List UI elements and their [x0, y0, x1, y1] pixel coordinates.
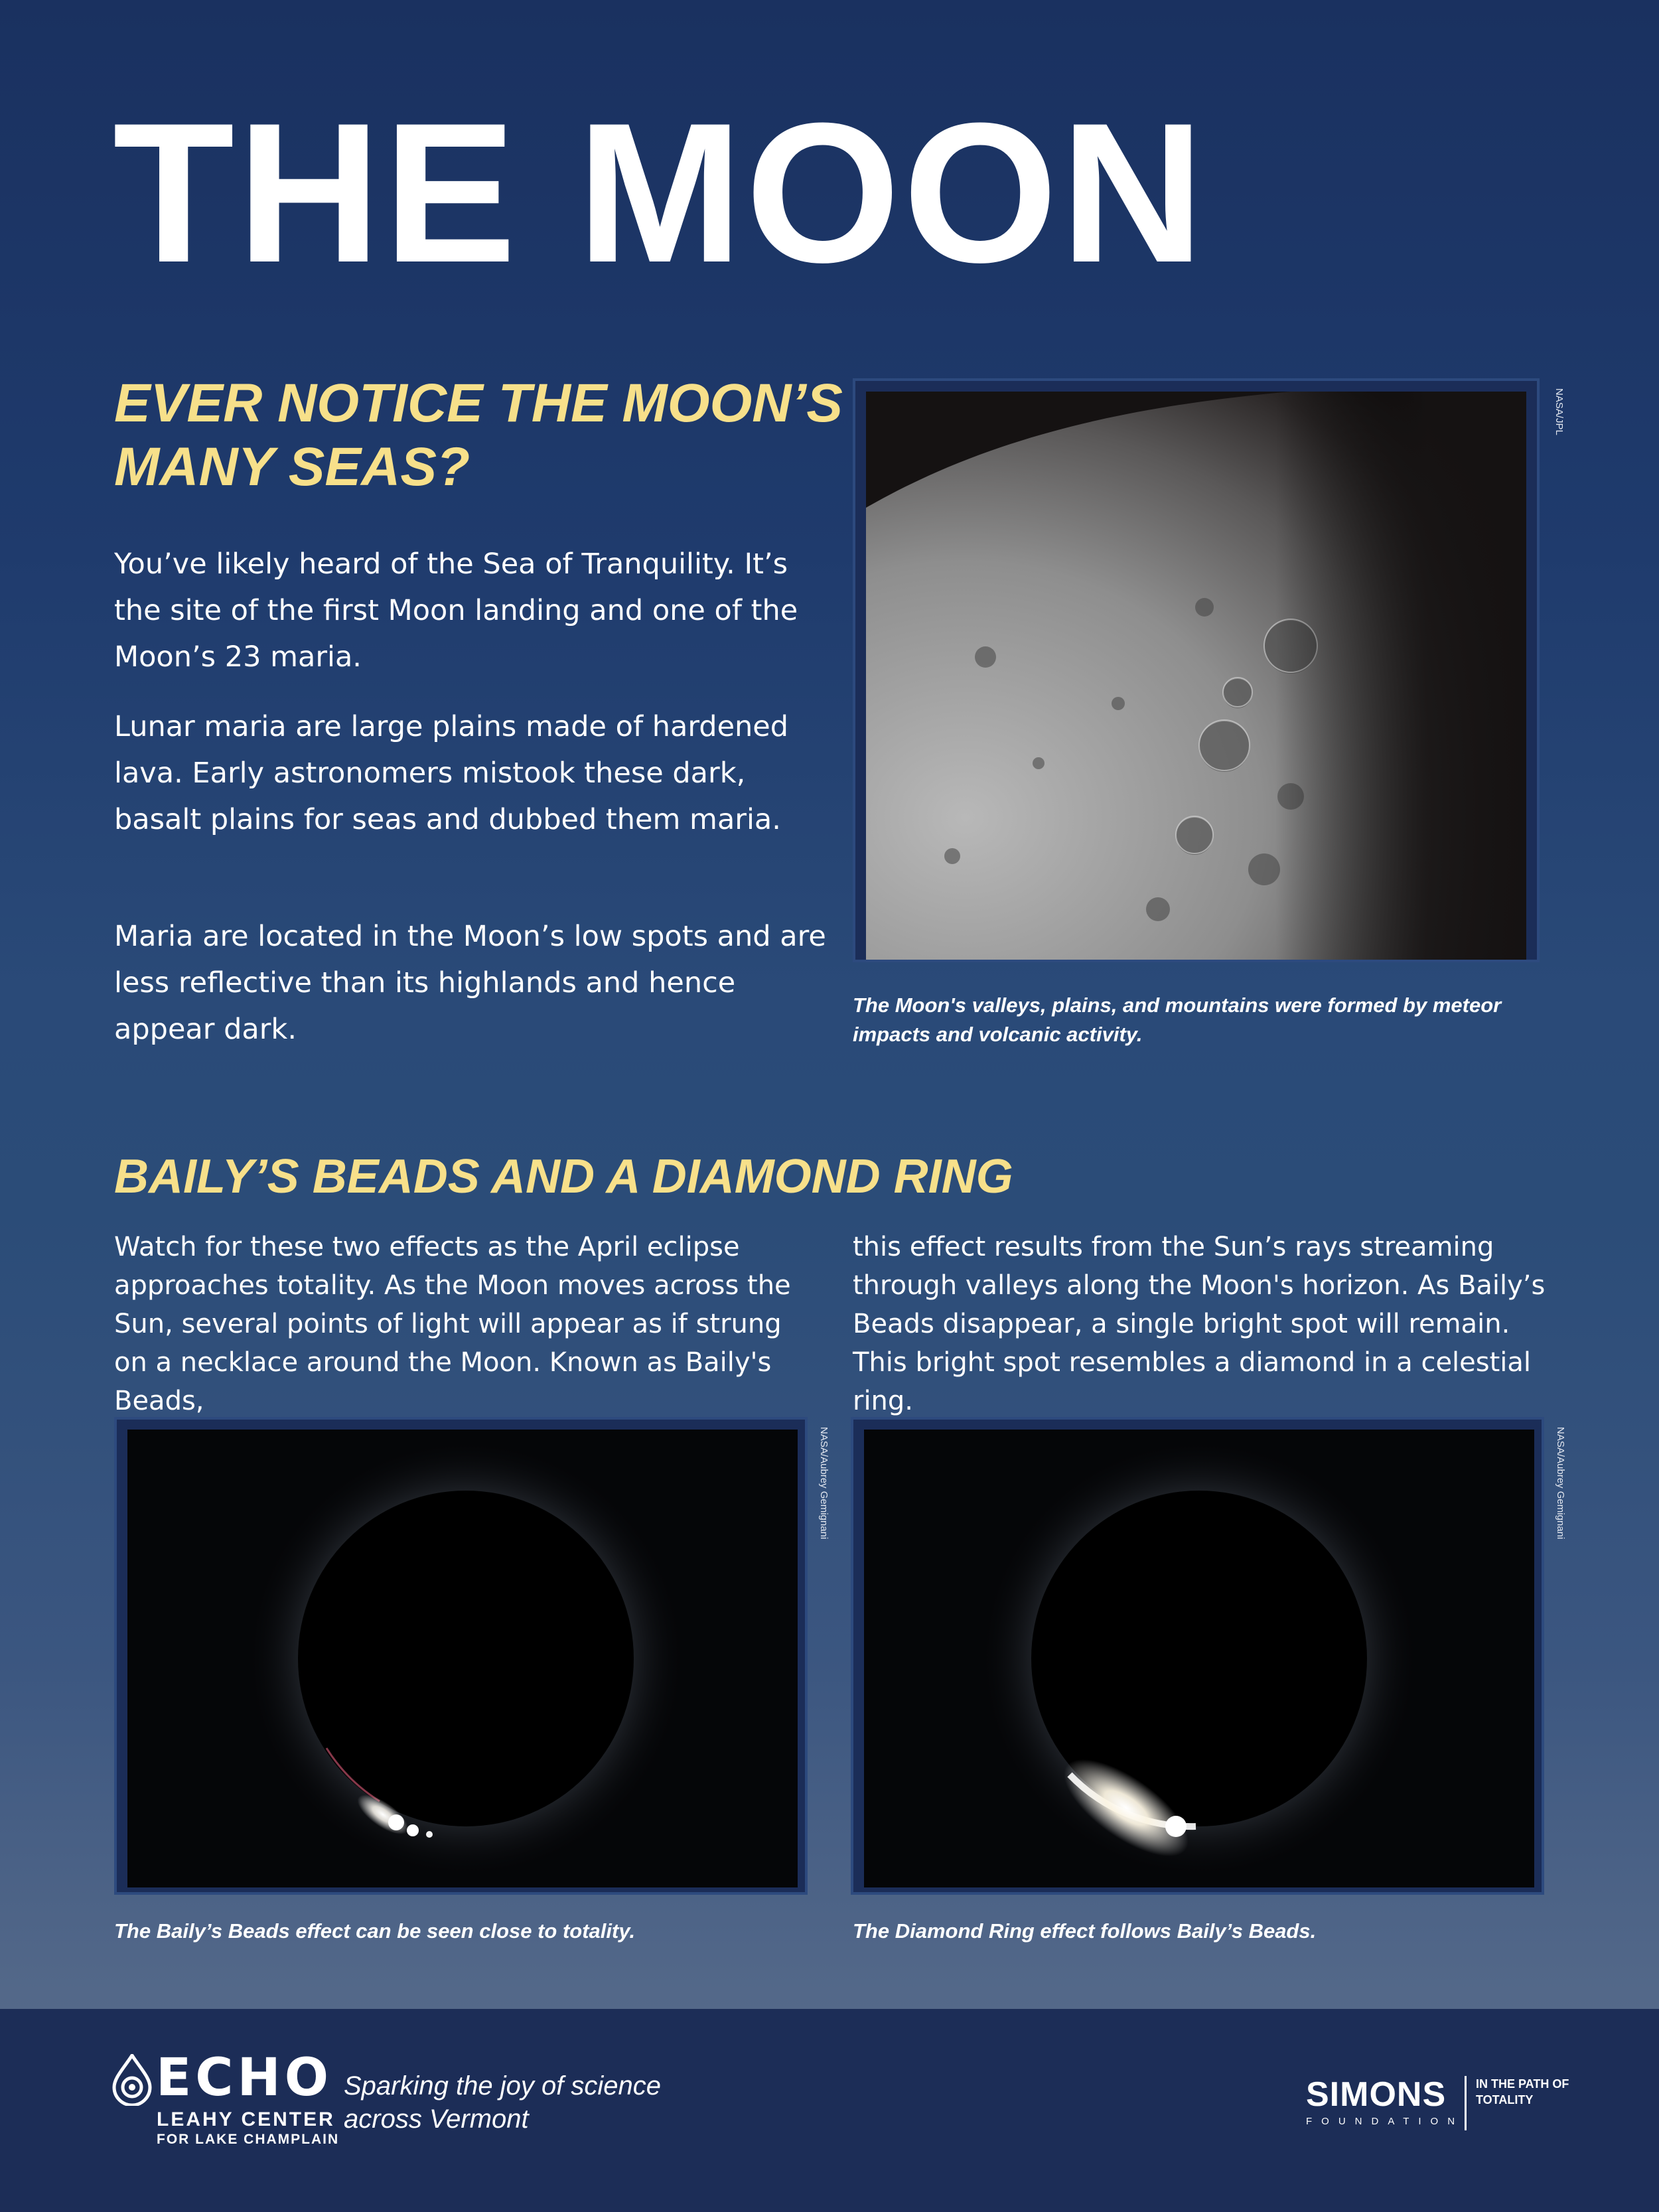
moon-surface-photo — [866, 392, 1526, 960]
diamond-ring-photo — [864, 1430, 1534, 1887]
seas-paragraph-2: Lunar maria are large plains made of hardened lava. Early astronomers mistook these dark, basalt plains for seas and dubbed them maria. — [114, 710, 789, 836]
diamond-ring-photo-credit: NASA/Aubrey Gemignani — [1555, 1427, 1566, 1540]
bead-light — [388, 1814, 404, 1830]
path-of-totality-text: IN THE PATH OF TOTALITY — [1476, 2077, 1569, 2106]
moon-photo-caption: The Moon's valleys, plains, and mountains were formed by meteor impacts and volcanic activity. — [853, 994, 1502, 1046]
simons-logo-text: SIMONS — [1306, 2075, 1447, 2114]
moon-surface-illustration — [866, 392, 1526, 960]
bailys-beads-illustration — [127, 1430, 798, 1887]
echo-logo-text: ECHO — [156, 2048, 333, 2108]
bailys-beads-photo-frame — [114, 1417, 808, 1895]
bailys-beads-photo — [127, 1430, 798, 1887]
moon-photo-frame — [853, 378, 1540, 962]
page-title: THE MOON — [113, 81, 1207, 304]
diamond-ring-photo-frame — [851, 1417, 1544, 1895]
seas-paragraph-3: Maria are located in the Moon’s low spots and are less reflective than its highlands and hence appear dark. — [114, 920, 826, 1046]
echo-drop-logo-icon — [111, 2054, 153, 2106]
moon-photo-credit: NASA/JPL — [1553, 388, 1565, 435]
bailys-beads-photo-credit: NASA/Aubrey Gemignani — [818, 1427, 830, 1540]
beads-text-right: this effect results from the Sun’s rays streaming through valleys along the Moon's horizon. As Baily’s Beads disappear, a single bright spot will remain. This bright spot resembles a diamond in a celestial ring. — [853, 1232, 1546, 1416]
simons-logo-subtitle: FOUNDATION — [1306, 2116, 1465, 2127]
echo-logo-subtitle: LEAHY CENTER — [157, 2108, 335, 2130]
bead-light — [426, 1831, 433, 1838]
seas-paragraph-1: You’ve likely heard of the Sea of Tranquility. It’s the site of the first Moon landing and one of the Moon’s 23 maria. — [114, 548, 798, 674]
beads-heading: BAILY’S BEADS AND A DIAMOND RING — [114, 1150, 1013, 1203]
tagline: Sparking the joy of science across Vermont — [344, 2071, 662, 2134]
bailys-beads-caption: The Baily’s Beads effect can be seen close to totality. — [114, 1919, 636, 1943]
seas-heading: EVER NOTICE THE MOON’S MANY SEAS? — [114, 373, 843, 497]
diamond-light — [1165, 1816, 1187, 1837]
diamond-ring-caption: The Diamond Ring effect follows Baily’s Beads. — [853, 1919, 1317, 1943]
diamond-ring-illustration — [864, 1430, 1534, 1887]
logo-divider — [1465, 2076, 1467, 2130]
echo-logo-subtitle-2: FOR LAKE CHAMPLAIN — [157, 2132, 340, 2147]
beads-text-left: Watch for these two effects as the April eclipse approaches totality. As the Moon moves across the Sun, several points of light will appear as if strung on a necklace around the Moon. Known as Baily's Beads, — [114, 1232, 791, 1416]
bead-light — [407, 1824, 419, 1836]
